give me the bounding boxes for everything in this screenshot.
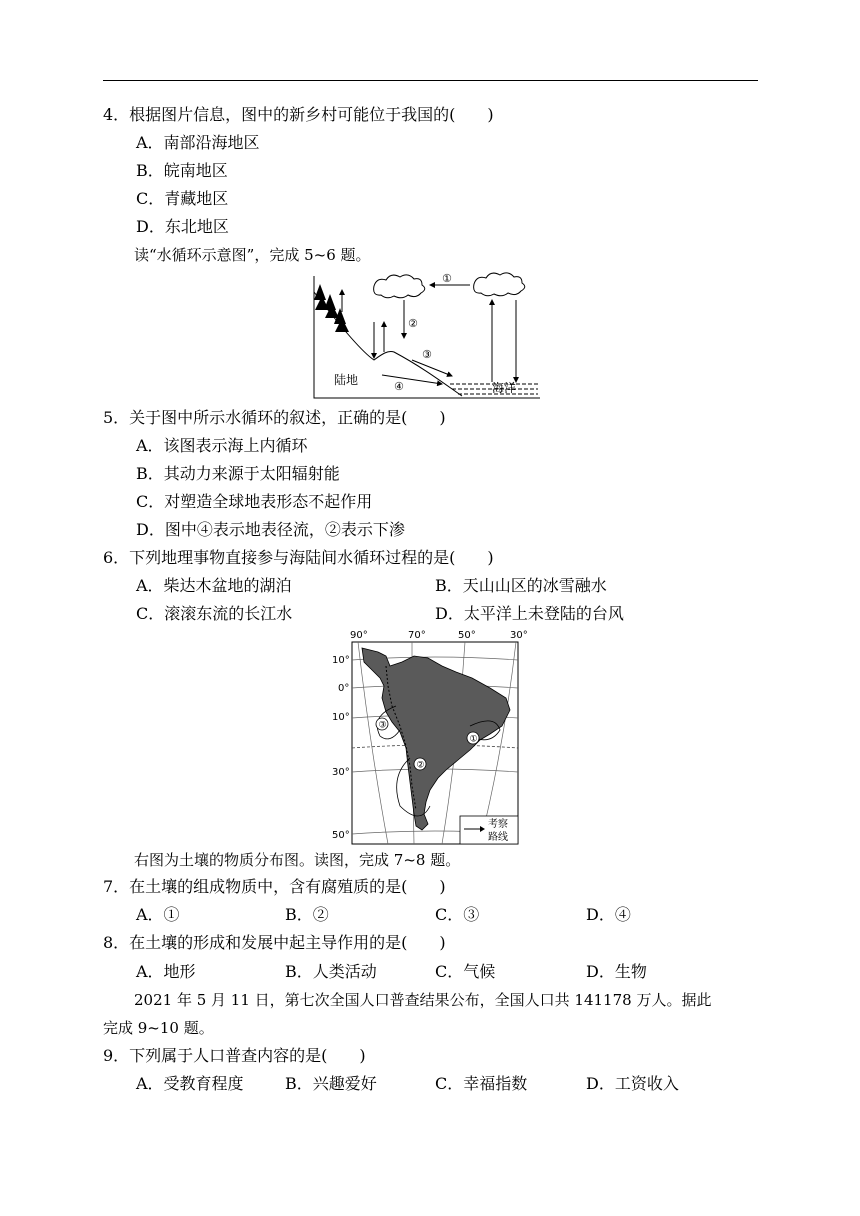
arrow-label-4: ④ bbox=[394, 380, 404, 393]
q9-stem: 9．下列属于人口普查内容的是( ) bbox=[103, 1046, 366, 1065]
lat-label-10n: 10° bbox=[332, 655, 350, 666]
lon-label-90: 90° bbox=[350, 630, 368, 641]
q6-option-d: D．太平洋上未登陆的台风 bbox=[435, 604, 624, 623]
marker-2: ② bbox=[416, 760, 425, 771]
q5-stem: 5．关于图中所示水循环的叙述，正确的是( ) bbox=[103, 408, 446, 427]
q6-option-b: B．天山山区的冰雪融水 bbox=[435, 576, 607, 595]
q7-option-a: A．① bbox=[136, 905, 180, 924]
q7-stem: 7．在土壤的组成物质中，含有腐殖质的是( ) bbox=[103, 877, 446, 896]
q4-option-d: D．东北地区 bbox=[136, 217, 229, 236]
q4-option-b: B．皖南地区 bbox=[136, 161, 228, 180]
marker-3: ③ bbox=[378, 720, 387, 731]
q9-option-c: C．幸福指数 bbox=[435, 1074, 528, 1093]
ocean-label: 海洋 bbox=[492, 381, 517, 395]
lat-label-0: 0° bbox=[338, 683, 350, 694]
header-rule bbox=[103, 80, 758, 81]
q7-option-d: D．④ bbox=[586, 905, 631, 924]
intro-9-10-line-2: 完成 9~10 题。 bbox=[103, 1019, 214, 1037]
intro-5-6: 读“水循环示意图”，完成 5~6 题。 bbox=[134, 246, 371, 264]
arrow-label-3: ③ bbox=[422, 348, 432, 361]
south-america-map bbox=[330, 626, 540, 848]
q8-stem: 8．在土壤的形成和发展中起主导作用的是( ) bbox=[103, 933, 446, 952]
lon-label-50: 50° bbox=[458, 630, 476, 641]
q8-option-a: A．地形 bbox=[136, 962, 196, 981]
q7-option-c: C．③ bbox=[435, 905, 480, 924]
water-cycle-figure bbox=[312, 272, 542, 402]
arrow-label-2: ② bbox=[408, 317, 418, 330]
q4-option-c: C．青藏地区 bbox=[136, 189, 229, 208]
q4-option-a: A．南部沿海地区 bbox=[136, 133, 260, 152]
intro-7-8: 右图为土壤的物质分布图。读图，完成 7~8 题。 bbox=[134, 851, 461, 869]
q5-option-c: C．对塑造全球地表形态不起作用 bbox=[136, 492, 373, 511]
q6-option-c: C．滚滚东流的长江水 bbox=[136, 604, 293, 623]
intro-9-10-line-1: 2021 年 5 月 11 日，第七次全国人口普查结果公布，全国人口共 141178 万人。据此 bbox=[134, 991, 712, 1009]
marker-1: ① bbox=[469, 734, 478, 745]
q9-option-b: B．兴趣爱好 bbox=[285, 1074, 377, 1093]
lat-label-10s: 10° bbox=[332, 712, 350, 723]
arrow-label-1: ① bbox=[442, 272, 452, 285]
q5-option-d: D．图中④表示地表径流，②表示下渗 bbox=[136, 520, 405, 539]
q8-option-b: B．人类活动 bbox=[285, 962, 377, 981]
q4-stem: 4．根据图片信息，图中的新乡村可能位于我国的( ) bbox=[103, 105, 494, 124]
q5-option-a: A．该图表示海上内循环 bbox=[136, 436, 308, 455]
q9-option-d: D．工资收入 bbox=[586, 1074, 679, 1093]
q5-option-b: B．其动力来源于太阳辐射能 bbox=[136, 464, 340, 483]
q6-option-a: A．柴达木盆地的湖泊 bbox=[136, 576, 292, 595]
q8-option-d: D．生物 bbox=[586, 962, 647, 981]
lon-label-30: 30° bbox=[510, 630, 528, 641]
q9-option-a: A．受教育程度 bbox=[136, 1074, 244, 1093]
q7-option-b: B．② bbox=[285, 905, 329, 924]
lat-label-30s: 30° bbox=[332, 767, 350, 778]
q8-option-c: C．气候 bbox=[435, 962, 496, 981]
legend-line-1: 考察 bbox=[488, 819, 508, 830]
legend-line-2: 路线 bbox=[488, 832, 508, 843]
lon-label-70: 70° bbox=[408, 630, 426, 641]
lat-label-50s: 50° bbox=[332, 830, 350, 841]
q6-stem: 6．下列地理事物直接参与海陆间水循环过程的是( ) bbox=[103, 548, 494, 567]
land-label: 陆地 bbox=[334, 373, 359, 387]
